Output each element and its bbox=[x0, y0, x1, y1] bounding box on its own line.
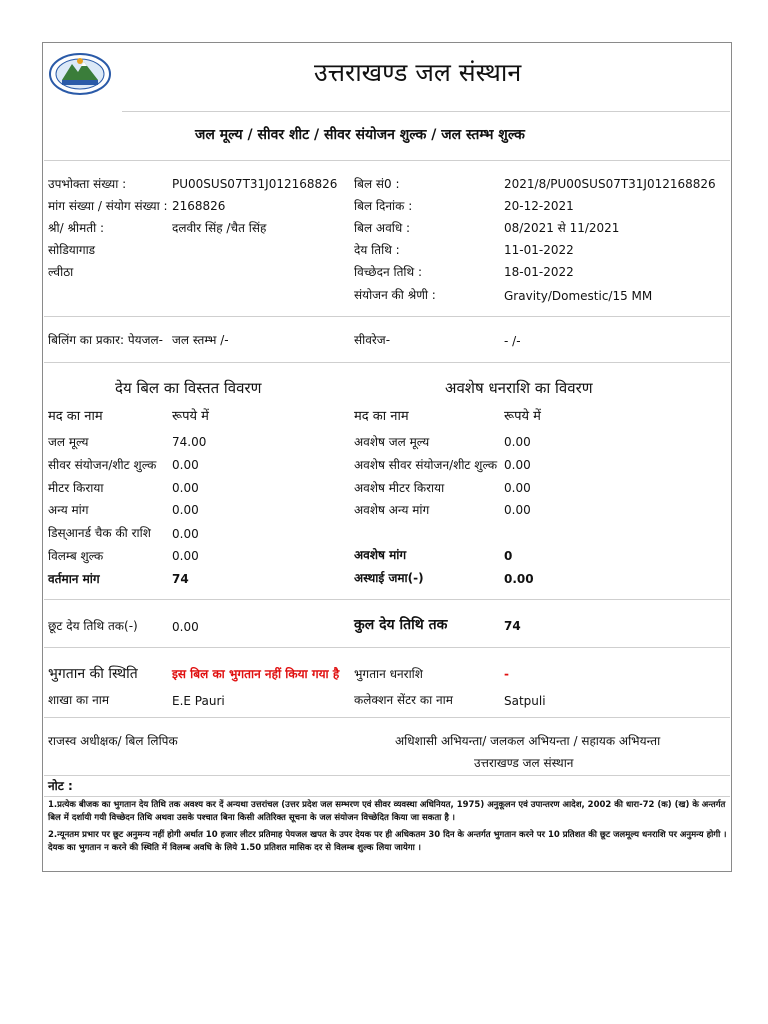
left-row-name: विलम्ब शुल्क bbox=[48, 549, 104, 563]
divider bbox=[44, 160, 730, 161]
divider bbox=[44, 717, 730, 718]
note-2: 2.न्यूनतम प्रभार पर छूट अनुमन्य नहीं होगी अर्थात 10 हजार लीटर प्रतिमाह पेयजल खपत के उपर देयक पर ही अधिकतम 30 दिन के अन्तर्गत भुगतान करने पर 10 प्रतिशत की छूट जलमूल्य धनराशि पर अनुमन्य होगी । देयक का भुगतान न करने की स्थिति में विलम्ब अवधि के लिये 1.50 प्रतिशत मासिक दर से विलम्ब शुल्क लिया जायेगा । bbox=[48, 830, 727, 853]
bill-period-value: 08/2021 से 11/2021 bbox=[504, 221, 620, 235]
collection-center-label: कलेक्शन सेंटर का नाम bbox=[354, 693, 453, 707]
divider bbox=[44, 362, 730, 363]
bill-date-label: बिल दिनांक : bbox=[354, 199, 413, 213]
left-row-name: सीवर संयोजन/शीट शुल्क bbox=[48, 458, 157, 472]
left-row-name: अन्य मांग bbox=[48, 503, 89, 517]
connection-category-label: संयोजन की श्रेणी : bbox=[354, 288, 436, 302]
left-row-amount: 74.00 bbox=[172, 435, 207, 449]
rebate-value: 0.00 bbox=[172, 620, 199, 634]
left-row-amount: 0.00 bbox=[172, 503, 199, 517]
balance-details-heading: अवशेष धनराशि का विवरण bbox=[445, 379, 593, 397]
bill-details-heading: देय बिल का विस्तत विवरण bbox=[115, 379, 262, 397]
balance-demand-value: 0 bbox=[504, 549, 513, 563]
col-head-name-right: मद का नाम bbox=[354, 409, 409, 424]
signature-left: राजस्व अधीक्षक/ बिल लिपिक bbox=[48, 734, 178, 748]
current-demand-label: वर्तमान मांग bbox=[48, 572, 100, 586]
due-date-label: देय तिथि : bbox=[354, 243, 400, 257]
payment-amount-label: भुगतान धनराशि bbox=[354, 667, 423, 681]
right-row-amount: 0.00 bbox=[504, 503, 531, 517]
divider bbox=[44, 796, 730, 797]
disconnect-date-value: 18-01-2022 bbox=[504, 265, 574, 279]
right-row-amount: 0.00 bbox=[504, 458, 531, 472]
left-row-amount: 0.00 bbox=[172, 549, 199, 563]
col-head-amount-left: रूपये में bbox=[172, 409, 209, 424]
address-line-2: ल्वीठा bbox=[48, 265, 74, 279]
due-date-value: 11-01-2022 bbox=[504, 243, 574, 257]
right-row-name: अवशेष मीटर किराया bbox=[354, 481, 445, 495]
right-row-name: अवशेष अन्य मांग bbox=[354, 503, 430, 517]
left-row-name: जल मूल्य bbox=[48, 435, 89, 449]
payment-status-label: भुगतान की स्थिति bbox=[48, 666, 138, 682]
left-row-name: मीटर किराया bbox=[48, 481, 104, 495]
address-line-1: सोडियागाड bbox=[48, 243, 96, 257]
divider bbox=[44, 775, 730, 776]
name-value: दलवीर सिंह /चैत सिंह bbox=[172, 221, 267, 235]
collection-center-value: Satpuli bbox=[504, 694, 546, 708]
divider bbox=[44, 647, 730, 648]
demand-no-label: मांग संख्या / संयोग संख्या : bbox=[48, 199, 168, 213]
connection-category-value: Gravity/Domestic/15 MM bbox=[504, 289, 653, 303]
col-head-name-left: मद का नाम bbox=[48, 409, 103, 424]
signature-right: अधिशासी अभियन्ता/ जलकल अभियन्ता / सहायक अभियन्ता bbox=[395, 734, 661, 748]
notes-heading: नोट : bbox=[48, 779, 73, 793]
note-1: 1.प्रत्येक बीजक का भुगतान देय तिथि तक अवश्य कर दें अन्यथा उत्तरांचल (उत्तर प्रदेश जल सम्भरण एवं सीवर व्यवस्था अधिनियत, 1975) अनुकूलन एवं उपान्तरण आदेश, 2002 की धारा-72 (क) (ख) के अन्तर्गत बिल में दर्शायी गयी विच्छेदन तिथि अथवा उसके पश्चात बिना किसी अतिरिक्त सूचना के जल संयोजन विच्छेदित किया जा सकता है । bbox=[48, 800, 726, 823]
right-row-name: अवशेष जल मूल्य bbox=[354, 435, 430, 449]
page-title: उत्तराखण्ड जल संस्थान bbox=[314, 58, 522, 87]
bill-period-label: बिल अवधि : bbox=[354, 221, 411, 235]
left-row-name: डिस्आनर्ड चैक की राशि bbox=[48, 526, 151, 540]
consumer-no-value: PU00SUS07T31J012168826 bbox=[172, 177, 338, 191]
billing-type-label: बिलिंग का प्रकार: पेयजल- bbox=[48, 333, 163, 347]
consumer-no-label: उपभोक्ता संख्या : bbox=[48, 177, 127, 191]
rebate-label: छूट देय तिथि तक(-) bbox=[48, 619, 138, 633]
branch-label: शाखा का नाम bbox=[48, 693, 110, 707]
signature-org: उत्तराखण्ड जल संस्थान bbox=[474, 756, 574, 770]
bill-no-label: बिल सं0 : bbox=[354, 177, 400, 191]
left-row-amount: 0.00 bbox=[172, 527, 199, 541]
left-row-amount: 0.00 bbox=[172, 481, 199, 495]
sewerage-value: - /- bbox=[504, 334, 521, 348]
col-head-amount-right: रूपये में bbox=[504, 409, 541, 424]
payment-amount-value: - bbox=[504, 667, 509, 681]
current-demand-value: 74 bbox=[172, 572, 189, 586]
balance-demand-label: अवशेष मांग bbox=[354, 548, 407, 562]
temporary-deposit-label: अस्थाई जमा(-) bbox=[354, 571, 424, 585]
sewerage-label: सीवरेज- bbox=[354, 333, 391, 347]
divider bbox=[44, 316, 730, 317]
disconnect-date-label: विच्छेदन तिथि : bbox=[354, 265, 423, 279]
demand-no-value: 2168826 bbox=[172, 199, 226, 213]
bill-no-value: 2021/8/PU00SUS07T31J012168826 bbox=[504, 177, 716, 191]
divider bbox=[44, 599, 730, 600]
jal-sansthan-logo-icon bbox=[48, 52, 112, 96]
billing-type-value: जल स्तम्भ /- bbox=[172, 333, 229, 347]
bill-subtitle: जल मूल्य / सीवर शीट / सीवर संयोजन शुल्क / जल स्तम्भ शुल्क bbox=[195, 127, 525, 143]
name-label: श्री/ श्रीमती : bbox=[48, 221, 105, 235]
right-row-amount: 0.00 bbox=[504, 435, 531, 449]
right-row-amount: 0.00 bbox=[504, 481, 531, 495]
left-row-amount: 0.00 bbox=[172, 458, 199, 472]
total-due-value: 74 bbox=[504, 619, 521, 633]
bill-date-value: 20-12-2021 bbox=[504, 199, 574, 213]
temporary-deposit-value: 0.00 bbox=[504, 572, 534, 586]
right-row-name: अवशेष सीवर संयोजन/शीट शुल्क bbox=[354, 458, 498, 472]
divider bbox=[122, 111, 730, 112]
payment-status-value: इस बिल का भुगतान नहीं किया गया है bbox=[172, 667, 340, 681]
branch-value: E.E Pauri bbox=[172, 694, 225, 708]
total-due-label: कुल देय तिथि तक bbox=[354, 617, 448, 633]
